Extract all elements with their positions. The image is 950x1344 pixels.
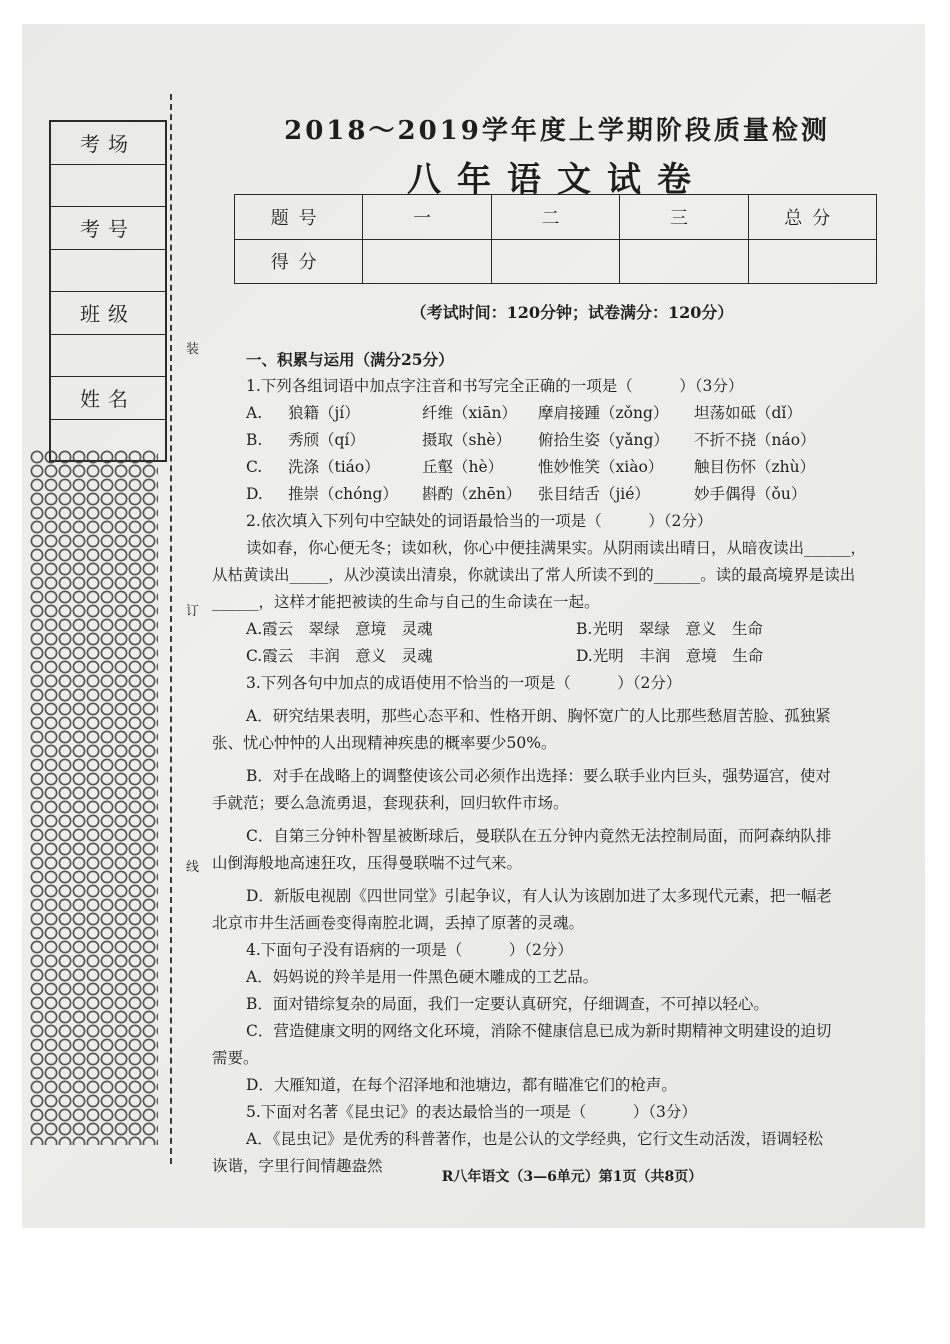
- field-exam-room-blank: [51, 165, 165, 208]
- question-content: [212, 346, 917, 1180]
- field-exam-number-label: 考号: [51, 207, 165, 250]
- option-word: 推崇（chóng）: [288, 485, 398, 503]
- field-exam-number-blank: [51, 250, 165, 293]
- score-table-score-row: [235, 239, 877, 284]
- q3-option-d-first: D．新版电视剧《四世同堂》引起争议，有人认为该剧加进了太多现代元素，把一幅老: [246, 887, 832, 905]
- q2-passage-first: 读如春，你心便无冬；读如秋，你心中便挂满果实。从阴雨读出晴日，从暗夜读出______，: [246, 539, 867, 557]
- q2-option-b: B.光明 翠绿 意义 生命: [576, 620, 763, 638]
- option-word: 摄取（shè）: [422, 431, 512, 449]
- candidate-info-box: [49, 120, 167, 462]
- option-word: 妙手偶得（ǒu）: [694, 485, 807, 503]
- option-letter: B.: [246, 431, 263, 449]
- option-word: 坦荡如砥（dǐ）: [694, 404, 802, 422]
- score-table-header-cell: 二: [491, 195, 619, 240]
- q2-options-row1: [212, 616, 917, 643]
- q2-stem: 2.依次填入下列句中空缺处的词语最恰当的一项是（ ）（2分）: [246, 512, 713, 530]
- score-cell: [491, 239, 619, 284]
- q2-options-row2: [212, 643, 917, 670]
- score-table-header-cell: 三: [620, 195, 748, 240]
- score-table-header-cell: 一: [363, 195, 491, 240]
- option-word: 惟妙惟笑（xiào）: [538, 458, 664, 476]
- q1-stem: 1.下列各组词语中加点字注音和书写完全正确的一项是（ ）（3分）: [246, 377, 744, 395]
- option-word: 洗涤（tiáo）: [288, 458, 380, 476]
- field-class-label: 班级: [51, 292, 165, 335]
- binding-mark-ding: 订: [186, 604, 200, 619]
- decorative-circle-pattern: [30, 450, 158, 1145]
- option-word: 斟酌（zhēn）: [422, 485, 522, 503]
- score-cell: [748, 239, 876, 284]
- binding-mark-xian: 线: [186, 860, 200, 875]
- score-row-label: 得分: [235, 239, 363, 284]
- option-word: 俯拾生姿（yǎng）: [538, 431, 669, 449]
- q1-option-c: [212, 454, 917, 481]
- score-table-header-cell: 题号: [235, 195, 363, 240]
- q3-option-b-first: B．对手在战略上的调整使该公司必须作出选择：要么联手业内巨头，强势逼宫，使对: [246, 767, 831, 785]
- q5-stem: 5.下面对名著《昆虫记》的表达最恰当的一项是（ ）（3分）: [246, 1103, 697, 1121]
- q3-option-a-first: A．研究结果表明，那些心态平和、性格开朗、胸怀宽广的人比那些愁眉苦脸、孤独紧: [246, 707, 831, 725]
- option-word: 不折不挠（náo）: [694, 431, 816, 449]
- exam-title-line2: 八年语文试卷: [407, 160, 707, 200]
- q4-option-c-first: C．营造健康文明的网络文化环境，消除不健康信息已成为新时期精神文明建设的迫切: [246, 1022, 832, 1040]
- q5-option-a-first: A．《昆虫记》是优秀的科普著作，也是公认的文学经典，它行文生动活泼，语调轻松: [246, 1130, 823, 1148]
- binding-dashed-line: [170, 94, 172, 1164]
- score-table-header-row: [235, 195, 877, 240]
- score-cell: [363, 239, 491, 284]
- score-cell: [620, 239, 748, 284]
- q3-option-b-rest: 手就范；要么急流勇退，套现获利，回归软件市场。: [212, 794, 569, 812]
- field-name-label: 姓名: [51, 377, 165, 420]
- option-word: 丘壑（hè）: [422, 458, 504, 476]
- q3-option-d-rest: 北京市井生活画卷变得南腔北调，丢掉了原著的灵魂。: [212, 914, 585, 932]
- q3-option-a-rest: 张、忧心忡忡的人出现精神疾患的概率要少50%。: [212, 734, 557, 752]
- option-word: 狼籍（jí）: [288, 404, 360, 422]
- option-letter: D.: [246, 485, 263, 503]
- q2-option-d: D.光明 丰润 意境 生命: [576, 647, 764, 665]
- q4-option-a: A．妈妈说的羚羊是用一件黑色硬木雕成的工艺品。: [246, 968, 599, 986]
- q2-option-c: C.霞云 丰润 意义 灵魂: [246, 647, 433, 665]
- q3-option-c-first: C．自第三分钟朴智星被断球后，曼联队在五分钟内竟然无法控制局面，而阿森纳队排: [246, 827, 832, 845]
- exam-title-line1: 2018～2019学年度上学期阶段质量检测: [284, 116, 830, 146]
- page-footer: R八年语文（3—6单元）第1页（共8页）: [441, 1169, 703, 1185]
- field-class-blank: [51, 335, 165, 378]
- section-title: 一、积累与运用（满分25分）: [246, 350, 454, 369]
- q3-stem: 3.下列各句中加点的成语使用不恰当的一项是（ ）（2分）: [246, 674, 682, 692]
- option-word: 摩肩接踵（zǒng）: [538, 404, 669, 422]
- q3-option-c-rest: 山倒海般地高速狂攻，压得曼联喘不过气来。: [212, 854, 523, 872]
- score-table: [234, 194, 877, 284]
- q1-option-a: [212, 400, 917, 427]
- q2-option-a: A.霞云 翠绿 意境 灵魂: [246, 620, 433, 638]
- q4-option-c-rest: 需要。: [212, 1049, 259, 1067]
- q1-option-b: [212, 427, 917, 454]
- option-word: 触目伤怀（zhù）: [694, 458, 816, 476]
- q4-option-b: B．面对错综复杂的局面，我们一定要认真研究，仔细调查，不可掉以轻心。: [246, 995, 769, 1013]
- q1-option-d: [212, 481, 917, 508]
- option-word: 秀颀（qí）: [288, 431, 365, 449]
- scanned-page: [22, 24, 925, 1228]
- option-word: 张目结舌（jié）: [538, 485, 650, 503]
- exam-time-info: （考试时间：120分钟；试卷满分：120分）: [410, 303, 734, 322]
- option-letter: A.: [246, 404, 263, 422]
- score-table-header-cell: 总分: [748, 195, 876, 240]
- option-word: 纤维（xiān）: [422, 404, 517, 422]
- option-letter: C.: [246, 458, 263, 476]
- q2-passage-rest: 从枯黄读出_____，从沙漠读出清泉，你就读出了常人所读不到的______。读的最高境界是读出______，这样才能把被读的生命与自己的生命读在一起。: [212, 566, 856, 611]
- binding-mark-zhuang: 装: [186, 342, 200, 357]
- q4-stem: 4.下面句子没有语病的一项是（ ）（2分）: [246, 941, 573, 959]
- field-exam-room-label: 考场: [51, 122, 165, 165]
- q5-option-a-rest: 诙谐，字里行间情趣盎然: [212, 1157, 383, 1175]
- q4-option-d: D．大雁知道，在每个沼泽地和池塘边，都有瞄准它们的枪声。: [246, 1076, 677, 1094]
